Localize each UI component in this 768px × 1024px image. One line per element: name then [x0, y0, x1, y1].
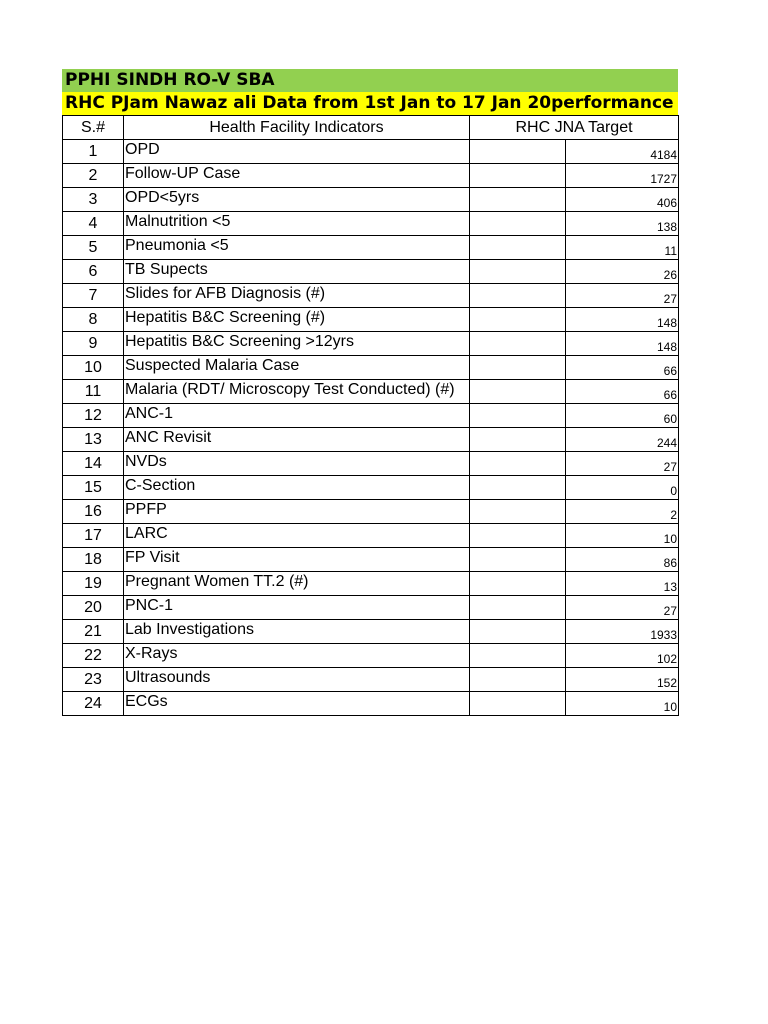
cell-indicator[interactable]: Malaria (RDT/ Microscopy Test Conducted) (#): [124, 380, 470, 404]
cell-value[interactable]: 27: [566, 452, 679, 476]
cell-sn[interactable]: 10: [63, 356, 124, 380]
cell-value[interactable]: 2: [566, 500, 679, 524]
cell-value[interactable]: 102: [566, 644, 679, 668]
table-row: [63, 140, 679, 164]
table-row: [63, 452, 679, 476]
cell-indicator[interactable]: Pneumonia <5: [124, 236, 470, 260]
cell-empty[interactable]: [470, 500, 566, 524]
cell-sn[interactable]: 24: [63, 692, 124, 716]
cell-empty[interactable]: [470, 452, 566, 476]
table-row: [63, 500, 679, 524]
cell-empty[interactable]: [470, 476, 566, 500]
cell-value[interactable]: 10: [566, 524, 679, 548]
cell-value[interactable]: 27: [566, 596, 679, 620]
cell-indicator[interactable]: PPFP: [124, 500, 470, 524]
cell-empty[interactable]: [470, 620, 566, 644]
cell-indicator[interactable]: Suspected Malaria Case: [124, 356, 470, 380]
table-row: [63, 692, 679, 716]
cell-sn[interactable]: 4: [63, 212, 124, 236]
table-row: [63, 332, 679, 356]
header-target[interactable]: RHC JNA Target: [470, 116, 679, 140]
cell-sn[interactable]: 16: [63, 500, 124, 524]
cell-sn[interactable]: 13: [63, 428, 124, 452]
cell-sn[interactable]: 3: [63, 188, 124, 212]
cell-value[interactable]: 26: [566, 260, 679, 284]
table-row: [63, 164, 679, 188]
cell-indicator[interactable]: Hepatitis B&C Screening >12yrs: [124, 332, 470, 356]
cell-sn[interactable]: 15: [63, 476, 124, 500]
cell-empty[interactable]: [470, 188, 566, 212]
cell-indicator[interactable]: TB Supects: [124, 260, 470, 284]
cell-indicator[interactable]: OPD: [124, 140, 470, 164]
cell-sn[interactable]: 2: [63, 164, 124, 188]
table-row: [63, 476, 679, 500]
cell-sn[interactable]: 21: [63, 620, 124, 644]
cell-indicator[interactable]: NVDs: [124, 452, 470, 476]
cell-value[interactable]: 1933: [566, 620, 679, 644]
spreadsheet: [62, 69, 678, 716]
cell-indicator[interactable]: ANC-1: [124, 404, 470, 428]
cell-empty[interactable]: [470, 380, 566, 404]
sheet-title: PPHI SINDH RO-V SBA: [62, 69, 678, 92]
table-row: [63, 668, 679, 692]
cell-value[interactable]: 1727: [566, 164, 679, 188]
indicators-table: [62, 115, 679, 716]
cell-empty[interactable]: [470, 332, 566, 356]
table-row: [63, 188, 679, 212]
cell-value[interactable]: 11: [566, 236, 679, 260]
cell-value[interactable]: 10: [566, 692, 679, 716]
cell-sn[interactable]: 19: [63, 572, 124, 596]
cell-empty[interactable]: [470, 644, 566, 668]
cell-sn[interactable]: 18: [63, 548, 124, 572]
cell-sn[interactable]: 6: [63, 260, 124, 284]
table-row: [63, 572, 679, 596]
cell-empty[interactable]: [470, 404, 566, 428]
cell-empty[interactable]: [470, 260, 566, 284]
cell-value[interactable]: 148: [566, 332, 679, 356]
cell-sn[interactable]: 9: [63, 332, 124, 356]
cell-indicator[interactable]: Hepatitis B&C Screening (#): [124, 308, 470, 332]
table-row: [63, 284, 679, 308]
cell-empty[interactable]: [470, 596, 566, 620]
table-row: [63, 524, 679, 548]
cell-empty[interactable]: [470, 524, 566, 548]
cell-indicator[interactable]: Lab Investigations: [124, 620, 470, 644]
cell-empty[interactable]: [470, 140, 566, 164]
cell-indicator[interactable]: OPD<5yrs: [124, 188, 470, 212]
cell-indicator[interactable]: FP Visit: [124, 548, 470, 572]
table-row: [63, 644, 679, 668]
cell-value[interactable]: 138: [566, 212, 679, 236]
cell-indicator[interactable]: Ultrasounds: [124, 668, 470, 692]
cell-empty[interactable]: [470, 572, 566, 596]
sheet-subtitle: RHC PJam Nawaz ali Data from 1st Jan to 17 Jan 20performance: [62, 92, 678, 115]
cell-indicator[interactable]: Pregnant Women TT.2 (#): [124, 572, 470, 596]
cell-value[interactable]: 0: [566, 476, 679, 500]
cell-value[interactable]: 27: [566, 284, 679, 308]
table-row: [63, 404, 679, 428]
header-indicator[interactable]: Health Facility Indicators: [124, 116, 470, 140]
cell-sn[interactable]: 8: [63, 308, 124, 332]
cell-sn[interactable]: 12: [63, 404, 124, 428]
cell-indicator[interactable]: X-Rays: [124, 644, 470, 668]
cell-empty[interactable]: [470, 692, 566, 716]
header-sn[interactable]: S.#: [63, 116, 124, 140]
cell-value[interactable]: 152: [566, 668, 679, 692]
cell-empty[interactable]: [470, 668, 566, 692]
cell-value[interactable]: 13: [566, 572, 679, 596]
cell-indicator[interactable]: ECGs: [124, 692, 470, 716]
cell-empty[interactable]: [470, 356, 566, 380]
table-row: [63, 356, 679, 380]
cell-sn[interactable]: 1: [63, 140, 124, 164]
cell-empty[interactable]: [470, 308, 566, 332]
cell-value[interactable]: 4184: [566, 140, 679, 164]
table-row: [63, 380, 679, 404]
cell-sn[interactable]: 23: [63, 668, 124, 692]
cell-indicator[interactable]: Slides for AFB Diagnosis (#): [124, 284, 470, 308]
cell-empty[interactable]: [470, 164, 566, 188]
cell-indicator[interactable]: Follow-UP Case: [124, 164, 470, 188]
cell-sn[interactable]: 17: [63, 524, 124, 548]
cell-indicator[interactable]: PNC-1: [124, 596, 470, 620]
cell-value[interactable]: 66: [566, 356, 679, 380]
table-body: [63, 140, 679, 716]
table-row: [63, 308, 679, 332]
table-row: [63, 236, 679, 260]
cell-indicator[interactable]: Malnutrition <5: [124, 212, 470, 236]
cell-sn[interactable]: 5: [63, 236, 124, 260]
table-row: [63, 260, 679, 284]
cell-empty[interactable]: [470, 548, 566, 572]
cell-sn[interactable]: 11: [63, 380, 124, 404]
cell-empty[interactable]: [470, 236, 566, 260]
cell-empty[interactable]: [470, 212, 566, 236]
cell-indicator[interactable]: ANC Revisit: [124, 428, 470, 452]
cell-value[interactable]: 86: [566, 548, 679, 572]
cell-empty[interactable]: [470, 428, 566, 452]
table-row: [63, 596, 679, 620]
cell-empty[interactable]: [470, 284, 566, 308]
cell-value[interactable]: 244: [566, 428, 679, 452]
cell-sn[interactable]: 7: [63, 284, 124, 308]
cell-value[interactable]: 406: [566, 188, 679, 212]
cell-sn[interactable]: 20: [63, 596, 124, 620]
table-row: [63, 428, 679, 452]
cell-value[interactable]: 148: [566, 308, 679, 332]
cell-indicator[interactable]: C-Section: [124, 476, 470, 500]
table-row: [63, 620, 679, 644]
cell-value[interactable]: 66: [566, 380, 679, 404]
table-header-row: [63, 116, 679, 140]
cell-indicator[interactable]: LARC: [124, 524, 470, 548]
table-row: [63, 212, 679, 236]
table-row: [63, 548, 679, 572]
cell-value[interactable]: 60: [566, 404, 679, 428]
cell-sn[interactable]: 14: [63, 452, 124, 476]
cell-sn[interactable]: 22: [63, 644, 124, 668]
